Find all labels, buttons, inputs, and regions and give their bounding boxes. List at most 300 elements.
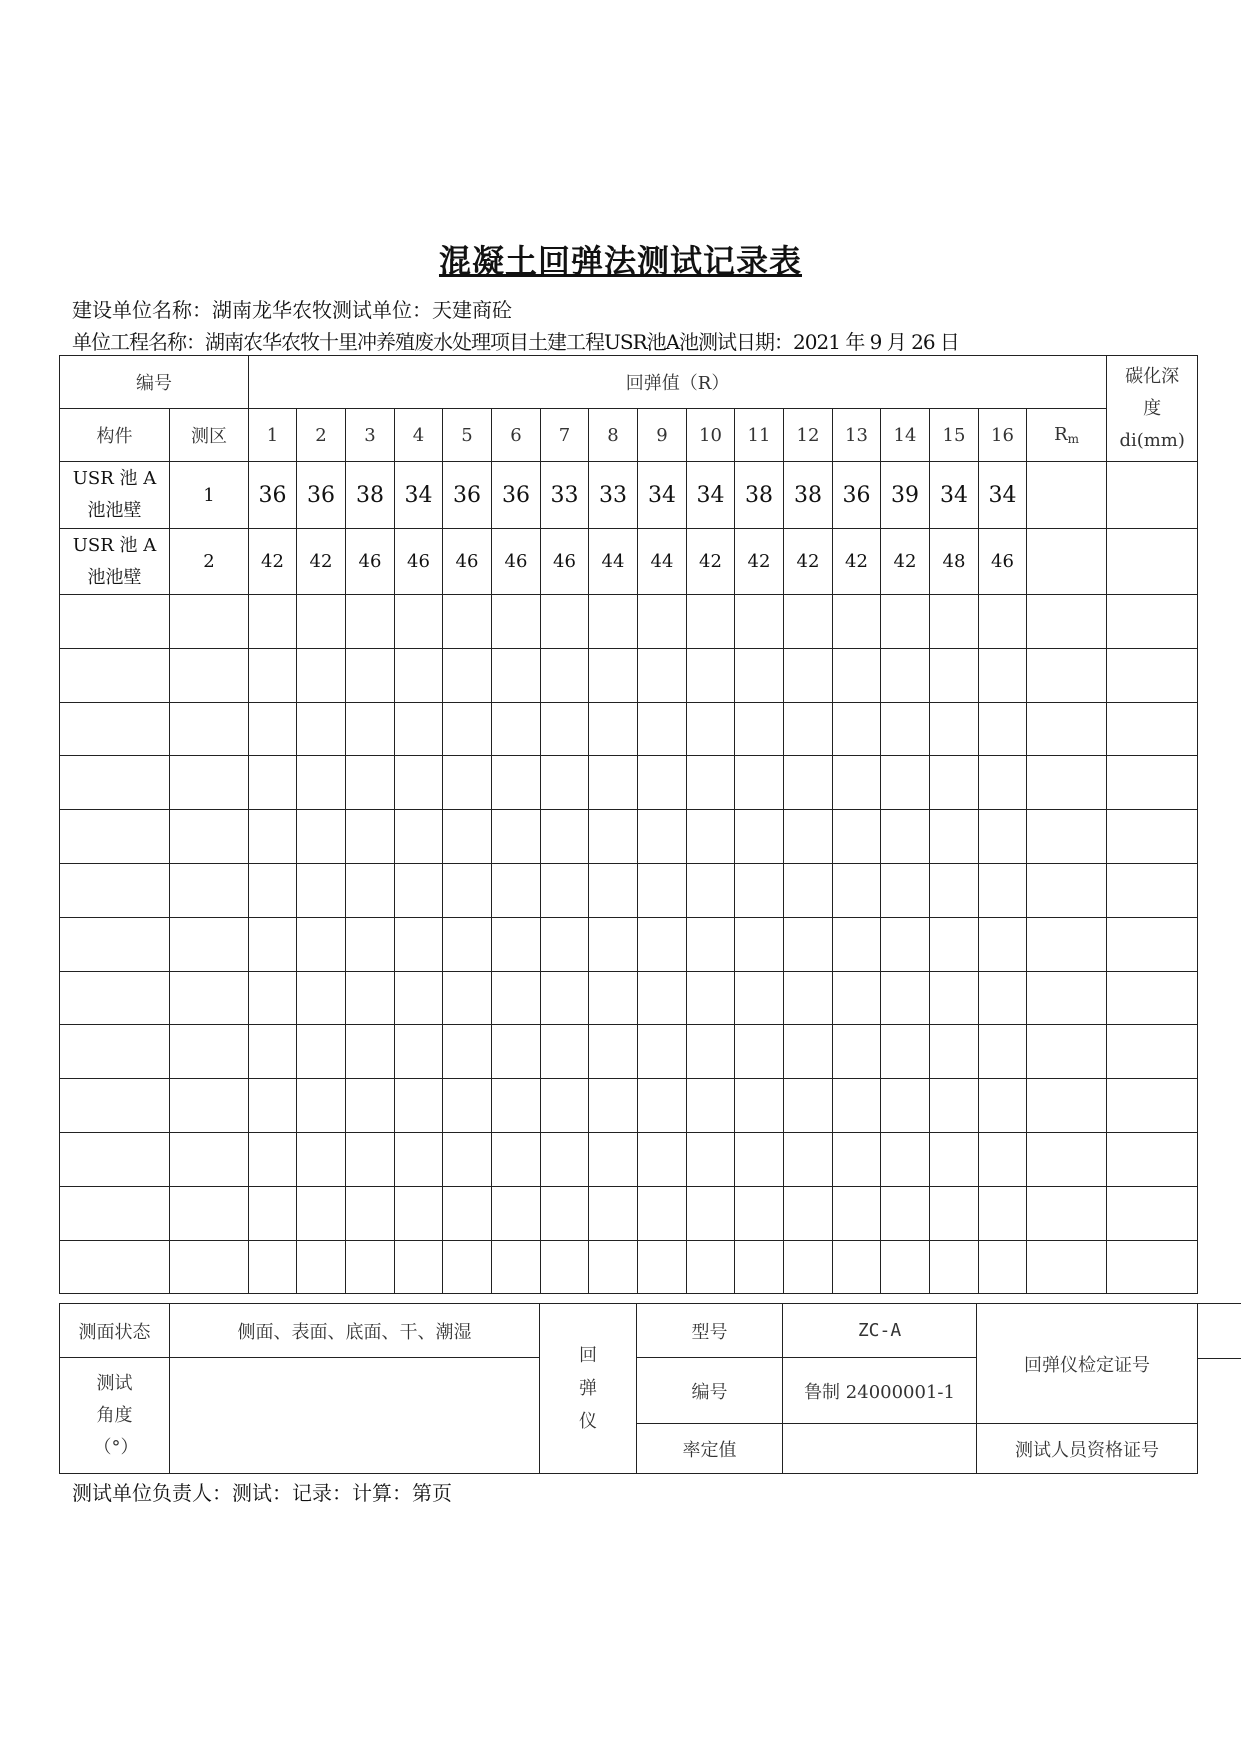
empty-cell bbox=[170, 917, 249, 971]
empty-cell bbox=[930, 648, 979, 702]
instrument-cert-label: 回弹仪检定证号 bbox=[977, 1304, 1198, 1424]
empty-cell bbox=[297, 648, 346, 702]
empty-cell bbox=[443, 648, 492, 702]
empty-cell bbox=[1107, 648, 1198, 702]
empty-cell bbox=[881, 1240, 930, 1294]
empty-cell bbox=[249, 917, 297, 971]
empty-cell bbox=[1027, 1025, 1107, 1079]
empty-cell bbox=[541, 1132, 589, 1186]
empty-cell bbox=[60, 1132, 170, 1186]
empty-cell bbox=[1107, 756, 1198, 810]
header-col-15: 15 bbox=[930, 409, 979, 462]
empty-cell bbox=[1027, 917, 1107, 971]
empty-cell bbox=[395, 702, 443, 756]
empty-cell bbox=[1027, 1079, 1107, 1133]
empty-cell bbox=[492, 863, 541, 917]
empty-cell bbox=[833, 756, 881, 810]
empty-cell bbox=[881, 595, 930, 649]
carbonation-cell bbox=[1107, 529, 1198, 595]
empty-cell bbox=[979, 1240, 1027, 1294]
empty-cell bbox=[249, 810, 297, 864]
header-col-16: 16 bbox=[979, 409, 1027, 462]
empty-cell bbox=[541, 702, 589, 756]
empty-cell bbox=[833, 702, 881, 756]
footer-signatures: 测试单位负责人：测试：记录：计算：第页 bbox=[72, 1481, 452, 1505]
header-bianhao: 编号 bbox=[60, 356, 249, 409]
header-col-2: 2 bbox=[297, 409, 346, 462]
empty-cell bbox=[833, 595, 881, 649]
empty-cell bbox=[589, 1025, 638, 1079]
empty-cell bbox=[541, 863, 589, 917]
empty-cell bbox=[60, 648, 170, 702]
rebound-value-cell: 48 bbox=[930, 529, 979, 595]
carbonation-label: 碳化深度 bbox=[1125, 365, 1180, 419]
empty-cell bbox=[784, 1186, 833, 1240]
empty-row bbox=[60, 1079, 1198, 1133]
empty-cell bbox=[638, 1186, 687, 1240]
empty-cell bbox=[687, 810, 735, 864]
empty-cell bbox=[638, 1079, 687, 1133]
construction-unit-line: 建设单位名称：湖南龙华农牧测试单位：天建商砼 bbox=[72, 298, 512, 322]
empty-row bbox=[60, 1240, 1198, 1294]
table-row bbox=[60, 529, 1198, 595]
empty-cell bbox=[395, 1240, 443, 1294]
rebound-value-cell: 44 bbox=[638, 529, 687, 595]
carbonation-cell bbox=[1107, 462, 1198, 529]
empty-cell bbox=[784, 917, 833, 971]
empty-cell bbox=[346, 917, 395, 971]
empty-cell bbox=[784, 810, 833, 864]
empty-cell bbox=[346, 863, 395, 917]
empty-cell bbox=[249, 863, 297, 917]
rebound-value-cell: 46 bbox=[492, 529, 541, 595]
empty-cell bbox=[170, 810, 249, 864]
empty-cell bbox=[395, 595, 443, 649]
empty-cell bbox=[346, 1132, 395, 1186]
empty-cell bbox=[297, 1132, 346, 1186]
empty-cell bbox=[541, 1240, 589, 1294]
empty-cell bbox=[1027, 595, 1107, 649]
rebound-value-cell: 36 bbox=[492, 462, 541, 529]
empty-cell bbox=[833, 1186, 881, 1240]
empty-cell bbox=[492, 1025, 541, 1079]
empty-cell bbox=[930, 1132, 979, 1186]
empty-cell bbox=[881, 1079, 930, 1133]
rm-symbol: R bbox=[1054, 424, 1068, 445]
test-angle-text: 测试角度（°） bbox=[93, 1372, 139, 1458]
empty-cell bbox=[735, 1132, 784, 1186]
empty-cell bbox=[979, 917, 1027, 971]
empty-cell bbox=[979, 595, 1027, 649]
empty-cell bbox=[346, 1079, 395, 1133]
empty-cell bbox=[638, 1132, 687, 1186]
empty-cell bbox=[638, 756, 687, 810]
empty-cell bbox=[930, 971, 979, 1025]
empty-cell bbox=[687, 1079, 735, 1133]
empty-cell bbox=[687, 917, 735, 971]
empty-cell bbox=[687, 756, 735, 810]
rebound-value-cell: 34 bbox=[687, 462, 735, 529]
empty-cell bbox=[297, 1186, 346, 1240]
empty-cell bbox=[443, 863, 492, 917]
empty-cell bbox=[638, 971, 687, 1025]
rebound-value-cell: 38 bbox=[346, 462, 395, 529]
empty-cell bbox=[979, 810, 1027, 864]
empty-cell bbox=[638, 702, 687, 756]
empty-row bbox=[60, 1186, 1198, 1240]
empty-cell bbox=[589, 810, 638, 864]
empty-cell bbox=[930, 702, 979, 756]
empty-cell bbox=[492, 702, 541, 756]
header-col-3: 3 bbox=[346, 409, 395, 462]
empty-cell bbox=[1027, 702, 1107, 756]
rebound-value-cell: 42 bbox=[833, 529, 881, 595]
empty-cell bbox=[170, 1132, 249, 1186]
header-col-9: 9 bbox=[638, 409, 687, 462]
empty-cell bbox=[249, 648, 297, 702]
empty-cell bbox=[60, 595, 170, 649]
rebound-value-cell: 36 bbox=[297, 462, 346, 529]
empty-cell bbox=[1107, 1240, 1198, 1294]
instrument-info-table bbox=[59, 1303, 1198, 1474]
table-row bbox=[60, 462, 1198, 529]
empty-cell bbox=[687, 971, 735, 1025]
empty-cell bbox=[881, 810, 930, 864]
empty-cell bbox=[297, 971, 346, 1025]
empty-cell bbox=[170, 648, 249, 702]
rebound-value-cell: 42 bbox=[249, 529, 297, 595]
empty-cell bbox=[443, 810, 492, 864]
calibration-label: 率定值 bbox=[637, 1424, 783, 1474]
empty-cell bbox=[346, 1025, 395, 1079]
page-title: 混凝土回弹法测试记录表 bbox=[438, 242, 802, 280]
rebound-instrument-label bbox=[540, 1304, 637, 1474]
empty-cell bbox=[1027, 971, 1107, 1025]
empty-cell bbox=[170, 1240, 249, 1294]
empty-cell bbox=[735, 917, 784, 971]
empty-cell bbox=[395, 648, 443, 702]
empty-cell bbox=[1107, 1079, 1198, 1133]
rebound-value-cell: 33 bbox=[589, 462, 638, 529]
empty-cell bbox=[492, 1186, 541, 1240]
empty-cell bbox=[833, 1132, 881, 1186]
empty-cell bbox=[346, 702, 395, 756]
empty-cell bbox=[1107, 1186, 1198, 1240]
header-col-5: 5 bbox=[443, 409, 492, 462]
empty-cell bbox=[638, 810, 687, 864]
empty-cell bbox=[1107, 971, 1198, 1025]
empty-cell bbox=[60, 917, 170, 971]
empty-cell bbox=[735, 1025, 784, 1079]
empty-cell bbox=[833, 863, 881, 917]
surface-state-label: 测面状态 bbox=[60, 1304, 170, 1358]
empty-cell bbox=[784, 702, 833, 756]
empty-cell bbox=[60, 1025, 170, 1079]
empty-cell bbox=[833, 648, 881, 702]
empty-cell bbox=[443, 756, 492, 810]
empty-cell bbox=[735, 648, 784, 702]
empty-cell bbox=[979, 971, 1027, 1025]
empty-cell bbox=[589, 971, 638, 1025]
empty-cell bbox=[492, 810, 541, 864]
zone-cell: 2 bbox=[170, 529, 249, 595]
empty-cell bbox=[395, 810, 443, 864]
empty-cell bbox=[395, 1186, 443, 1240]
empty-cell bbox=[346, 1186, 395, 1240]
empty-cell bbox=[881, 702, 930, 756]
rebound-value-cell: 42 bbox=[881, 529, 930, 595]
rebound-value-cell: 39 bbox=[881, 462, 930, 529]
empty-row bbox=[60, 971, 1198, 1025]
rebound-value-cell: 36 bbox=[833, 462, 881, 529]
empty-cell bbox=[395, 1025, 443, 1079]
empty-cell bbox=[297, 863, 346, 917]
empty-cell bbox=[638, 648, 687, 702]
header-carbonation-depth bbox=[1107, 356, 1198, 462]
empty-cell bbox=[60, 863, 170, 917]
empty-cell bbox=[979, 756, 1027, 810]
header-col-12: 12 bbox=[784, 409, 833, 462]
empty-cell bbox=[784, 971, 833, 1025]
empty-cell bbox=[930, 595, 979, 649]
empty-cell bbox=[1027, 1186, 1107, 1240]
empty-cell bbox=[297, 595, 346, 649]
header-rm bbox=[1027, 409, 1107, 462]
rebound-value-cell: 46 bbox=[346, 529, 395, 595]
empty-row bbox=[60, 863, 1198, 917]
empty-cell bbox=[249, 756, 297, 810]
empty-cell bbox=[492, 917, 541, 971]
empty-cell bbox=[346, 810, 395, 864]
rebound-value-cell: 34 bbox=[930, 462, 979, 529]
empty-cell bbox=[735, 756, 784, 810]
serial-value: 鲁制 24000001-1 bbox=[783, 1358, 977, 1424]
empty-cell bbox=[784, 756, 833, 810]
empty-cell bbox=[589, 648, 638, 702]
empty-cell bbox=[833, 971, 881, 1025]
empty-cell bbox=[492, 1079, 541, 1133]
empty-cell bbox=[443, 1186, 492, 1240]
header-zone: 测区 bbox=[170, 409, 249, 462]
empty-row bbox=[60, 595, 1198, 649]
empty-cell bbox=[638, 863, 687, 917]
empty-cell bbox=[443, 1025, 492, 1079]
empty-cell bbox=[492, 595, 541, 649]
empty-cell bbox=[541, 1079, 589, 1133]
empty-cell bbox=[1107, 863, 1198, 917]
empty-cell bbox=[1107, 595, 1198, 649]
empty-cell bbox=[638, 917, 687, 971]
empty-cell bbox=[1107, 917, 1198, 971]
empty-cell bbox=[833, 1079, 881, 1133]
empty-cell bbox=[346, 1240, 395, 1294]
carbonation-unit: di(mm) bbox=[1119, 429, 1185, 451]
empty-cell bbox=[687, 702, 735, 756]
empty-cell bbox=[170, 1025, 249, 1079]
empty-cell bbox=[881, 1025, 930, 1079]
empty-cell bbox=[297, 702, 346, 756]
rebound-value-cell: 46 bbox=[979, 529, 1027, 595]
rebound-value-cell: 42 bbox=[687, 529, 735, 595]
rebound-value-cell: 36 bbox=[443, 462, 492, 529]
header-component: 构件 bbox=[60, 409, 170, 462]
empty-cell bbox=[930, 1186, 979, 1240]
empty-cell bbox=[297, 810, 346, 864]
header-col-7: 7 bbox=[541, 409, 589, 462]
empty-cell bbox=[395, 971, 443, 1025]
empty-cell bbox=[170, 756, 249, 810]
empty-cell bbox=[443, 917, 492, 971]
empty-cell bbox=[492, 1132, 541, 1186]
project-name-line: 单位工程名称：湖南农华农牧十里冲养殖废水处理项目土建工程USR池A池测试日期：2021 年 9 月 26 日 bbox=[72, 330, 959, 354]
empty-cell bbox=[881, 648, 930, 702]
model-value: ZC-A bbox=[783, 1304, 977, 1358]
empty-cell bbox=[492, 1240, 541, 1294]
rebound-value-cell: 38 bbox=[784, 462, 833, 529]
empty-row bbox=[60, 1025, 1198, 1079]
empty-cell bbox=[170, 971, 249, 1025]
header-col-11: 11 bbox=[735, 409, 784, 462]
empty-cell bbox=[443, 971, 492, 1025]
empty-cell bbox=[395, 917, 443, 971]
empty-cell bbox=[249, 702, 297, 756]
rm-subscript: m bbox=[1067, 432, 1080, 446]
empty-cell bbox=[60, 1240, 170, 1294]
empty-cell bbox=[170, 702, 249, 756]
empty-cell bbox=[881, 1132, 930, 1186]
empty-cell bbox=[60, 971, 170, 1025]
empty-cell bbox=[589, 702, 638, 756]
empty-cell bbox=[60, 756, 170, 810]
empty-cell bbox=[1027, 756, 1107, 810]
empty-cell bbox=[170, 1186, 249, 1240]
rebound-value-cell: 46 bbox=[395, 529, 443, 595]
empty-cell bbox=[541, 1186, 589, 1240]
empty-cell bbox=[1107, 1025, 1198, 1079]
empty-cell bbox=[249, 595, 297, 649]
rebound-value-cell: 33 bbox=[541, 462, 589, 529]
header-col-6: 6 bbox=[492, 409, 541, 462]
empty-cell bbox=[881, 971, 930, 1025]
empty-cell bbox=[881, 863, 930, 917]
empty-cell bbox=[249, 1186, 297, 1240]
empty-cell bbox=[541, 971, 589, 1025]
rebound-value-cell: 42 bbox=[735, 529, 784, 595]
header-col-1: 1 bbox=[249, 409, 297, 462]
empty-cell bbox=[735, 1186, 784, 1240]
empty-cell bbox=[589, 756, 638, 810]
rebound-record-table bbox=[59, 355, 1198, 1294]
empty-cell bbox=[60, 810, 170, 864]
empty-cell bbox=[443, 702, 492, 756]
empty-cell bbox=[443, 1079, 492, 1133]
empty-cell bbox=[589, 917, 638, 971]
rebound-value-cell: 36 bbox=[249, 462, 297, 529]
empty-cell bbox=[881, 756, 930, 810]
empty-cell bbox=[930, 1025, 979, 1079]
table-edge-stub bbox=[1197, 1303, 1241, 1359]
empty-cell bbox=[541, 1025, 589, 1079]
empty-cell bbox=[346, 595, 395, 649]
empty-cell bbox=[346, 971, 395, 1025]
empty-cell bbox=[735, 971, 784, 1025]
empty-cell bbox=[687, 1132, 735, 1186]
empty-cell bbox=[395, 1079, 443, 1133]
empty-cell bbox=[1027, 1240, 1107, 1294]
empty-cell bbox=[784, 1025, 833, 1079]
empty-cell bbox=[833, 917, 881, 971]
empty-cell bbox=[833, 1025, 881, 1079]
empty-cell bbox=[297, 1079, 346, 1133]
rebound-instrument-text: 回弹仪 bbox=[579, 1345, 597, 1432]
empty-cell bbox=[1107, 702, 1198, 756]
empty-cell bbox=[395, 863, 443, 917]
empty-cell bbox=[930, 1240, 979, 1294]
empty-cell bbox=[687, 595, 735, 649]
empty-cell bbox=[346, 648, 395, 702]
rebound-value-cell: 38 bbox=[735, 462, 784, 529]
rebound-value-cell: 34 bbox=[395, 462, 443, 529]
empty-cell bbox=[589, 1240, 638, 1294]
header-col-8: 8 bbox=[589, 409, 638, 462]
empty-cell bbox=[170, 595, 249, 649]
empty-cell bbox=[443, 595, 492, 649]
empty-cell bbox=[60, 1079, 170, 1133]
empty-cell bbox=[735, 810, 784, 864]
empty-cell bbox=[443, 1132, 492, 1186]
calibration-value bbox=[783, 1424, 977, 1474]
empty-cell bbox=[735, 863, 784, 917]
empty-cell bbox=[930, 810, 979, 864]
header-col-13: 13 bbox=[833, 409, 881, 462]
empty-cell bbox=[784, 1132, 833, 1186]
empty-cell bbox=[930, 917, 979, 971]
empty-cell bbox=[249, 971, 297, 1025]
empty-cell bbox=[784, 648, 833, 702]
empty-row bbox=[60, 810, 1198, 864]
test-angle-label bbox=[60, 1358, 170, 1474]
empty-cell bbox=[930, 1079, 979, 1133]
empty-cell bbox=[784, 1240, 833, 1294]
empty-cell bbox=[297, 917, 346, 971]
empty-cell bbox=[589, 595, 638, 649]
empty-cell bbox=[784, 863, 833, 917]
model-label: 型号 bbox=[637, 1304, 783, 1358]
rebound-value-cell: 44 bbox=[589, 529, 638, 595]
empty-cell bbox=[638, 595, 687, 649]
empty-cell bbox=[297, 1025, 346, 1079]
empty-cell bbox=[170, 863, 249, 917]
empty-cell bbox=[589, 1186, 638, 1240]
empty-cell bbox=[881, 1186, 930, 1240]
empty-cell bbox=[735, 1240, 784, 1294]
empty-cell bbox=[170, 1079, 249, 1133]
empty-cell bbox=[395, 756, 443, 810]
empty-cell bbox=[492, 648, 541, 702]
empty-cell bbox=[541, 756, 589, 810]
rm-cell bbox=[1027, 462, 1107, 529]
component-cell: USR 池 A 池池壁 bbox=[60, 529, 170, 595]
rebound-value-cell: 46 bbox=[541, 529, 589, 595]
empty-row bbox=[60, 1132, 1198, 1186]
rebound-value-cell: 42 bbox=[297, 529, 346, 595]
empty-cell bbox=[249, 1025, 297, 1079]
staff-cert-label: 测试人员资格证号 bbox=[977, 1424, 1198, 1474]
empty-cell bbox=[346, 756, 395, 810]
empty-cell bbox=[930, 756, 979, 810]
empty-cell bbox=[395, 1132, 443, 1186]
empty-cell bbox=[60, 1186, 170, 1240]
